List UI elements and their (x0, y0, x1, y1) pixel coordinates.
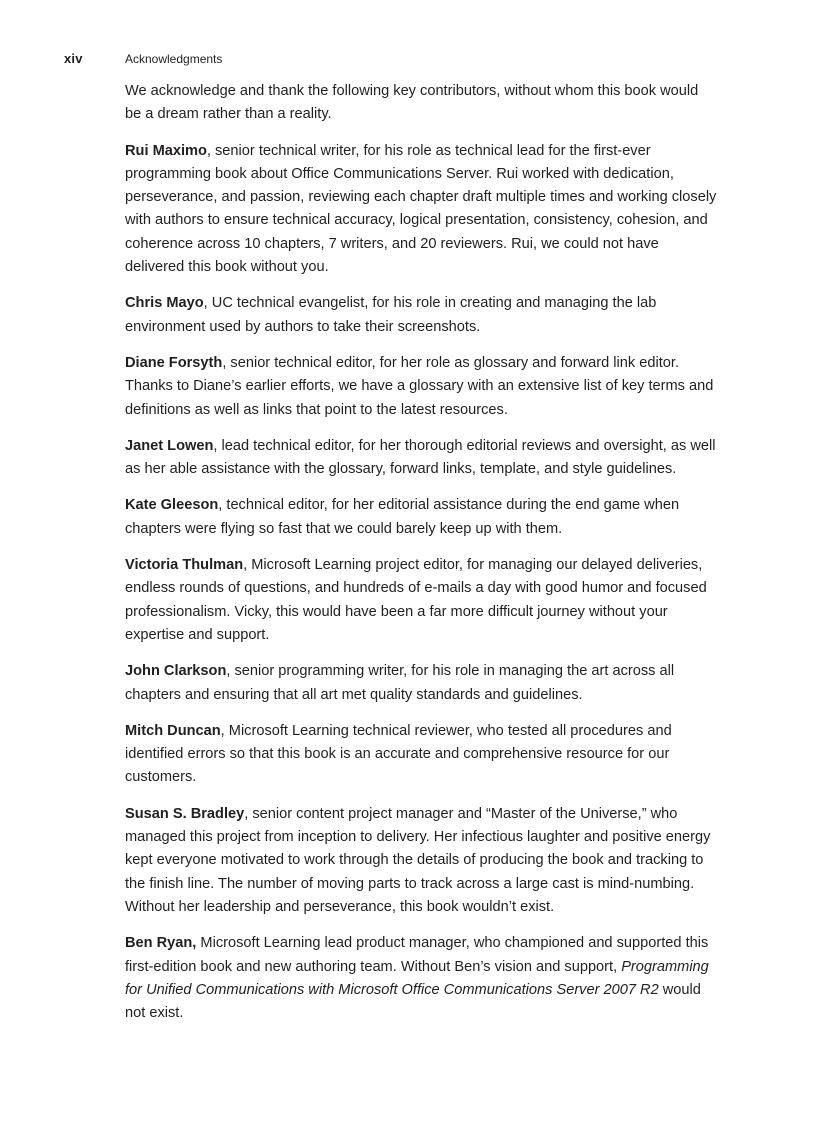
contributor-name: Janet Lowen (125, 437, 214, 454)
page-number: xiv (64, 51, 83, 66)
contributor-name: Victoria Thulman (125, 557, 244, 574)
contributor-name: John Clarkson (125, 663, 227, 680)
contributor-paragraph (125, 720, 718, 790)
contributor-paragraph (125, 660, 718, 707)
contributor-name: Rui Maximo (125, 142, 207, 159)
contributor-paragraph (125, 494, 718, 541)
book-title: Programming for Unified Communications with Microsoft Office Communications Server 2007 R2 (125, 958, 709, 998)
contributor-paragraph (125, 140, 718, 280)
contributor-text: , senior technical editor, for her role as glossary and forward link editor. Thanks to Diane’s earlier efforts, we have a glossary with an extensive list of key terms and definitions as well as links that point to the latest resources. (125, 354, 714, 418)
contributor-text: , senior technical writer, for his role as technical lead for the first-ever programming book about Office Communications Server. Rui worked with dedication, perseverance, and passion, reviewing each chapter draft multiple times and working closely with authors to ensure technical accuracy, logical presentation, consistency, cohesion, and coherence across 10 chapters, 7 writers, and 20 reviewers. Rui, we could not have delivered this book without you. (125, 142, 717, 276)
contributor-name: Kate Gleeson (125, 497, 219, 514)
contributor-paragraph (125, 352, 718, 422)
contributor-paragraph (125, 803, 718, 919)
contributor-text-ending: would not exist. (125, 981, 701, 1022)
contributor-name: Ben Ryan, (125, 935, 197, 952)
contributor-paragraph (125, 292, 718, 339)
contributor-paragraph (125, 554, 718, 647)
contributor-paragraph (125, 435, 718, 482)
contributor-text: , Microsoft Learning technical reviewer, who tested all procedures and identified errors so that this book is an accurate and comprehensive resource for our customers. (125, 722, 672, 786)
final-contributor-paragraph (125, 932, 718, 1025)
contributor-name: Mitch Duncan (125, 722, 221, 739)
contributor-name: Chris Mayo (125, 295, 204, 312)
contributor-name: Susan S. Bradley (125, 805, 245, 822)
acknowledgments-body (125, 80, 718, 1038)
contributor-text: Microsoft Learning lead product manager, who championed and supported this first-edition book and new authoring team. Without Ben’s vision and support, (125, 935, 709, 975)
contributor-text: , senior content project manager and “Master of the Universe,” who managed this project from inception to delivery. Her infectious laughter and positive energy kept everyone motivated to work through the details of producing the book and tracking to the finish line. The number of moving parts to track across a large cast is mind-numbing. Without her leadership and perseverance, this book wouldn’t exist. (125, 805, 711, 915)
contributor-text: , lead technical editor, for her thorough editorial reviews and oversight, as well as her able assistance with the glossary, forward links, template, and style guidelines. (125, 437, 716, 478)
contributor-name: Diane Forsyth (125, 354, 223, 371)
page-header (64, 51, 744, 69)
running-head: Acknowledgments (125, 52, 223, 66)
contributor-text: , UC technical evangelist, for his role in creating and managing the lab environment used by authors to take their screenshots. (125, 295, 657, 335)
intro-paragraph: We acknowledge and thank the following key contributors, without whom this book would be a dream rather than a reality. (125, 83, 699, 123)
contributor-text: , senior programming writer, for his role in managing the art across all chapters and ensuring that all art met quality standards and guidelines. (125, 663, 675, 703)
contributor-text: , Microsoft Learning project editor, for managing our delayed deliveries, endless rounds of questions, and hundreds of e-mails a day with good humor and focused professionalism. Vicky, this would have been a far more difficult journey without your expertise and support. (125, 557, 707, 643)
contributor-text: , technical editor, for her editorial assistance during the end game when chapters were flying so fast that we could barely keep up with them. (125, 497, 680, 537)
